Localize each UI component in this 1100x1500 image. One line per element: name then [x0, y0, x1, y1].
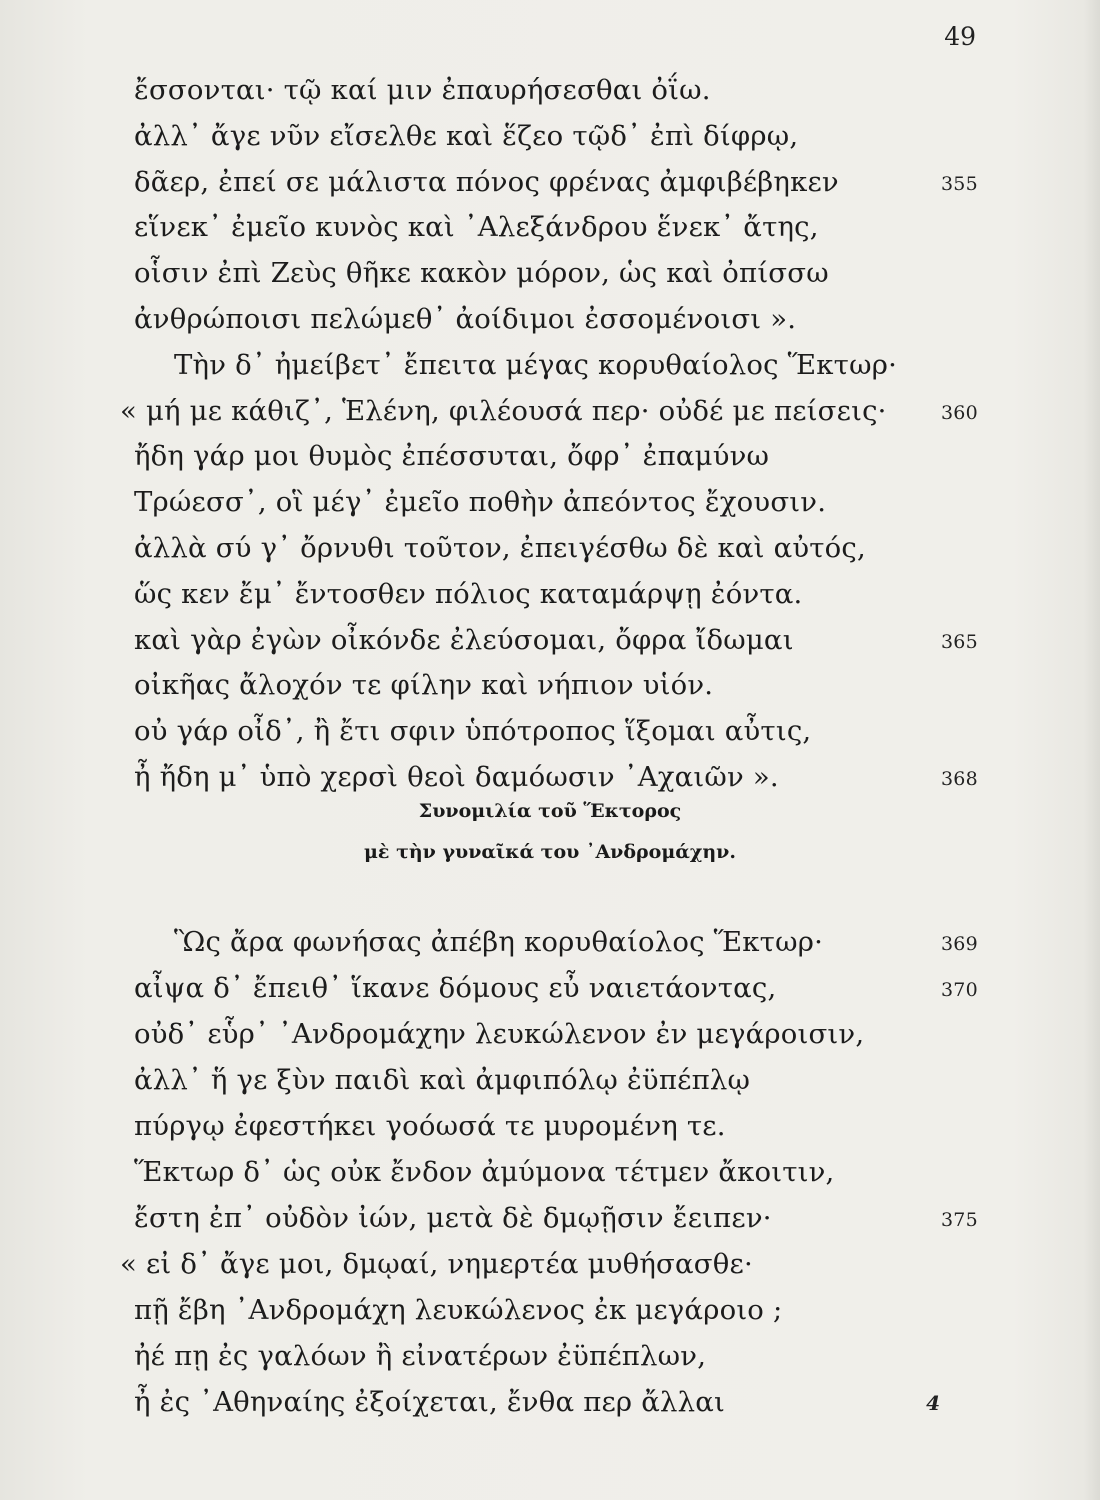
- line-number: 360: [941, 401, 978, 424]
- verse-line: [0, 68, 1100, 114]
- verse-text: ἠέ πῃ ἐς γαλόων ἢ εἰνατέρων ἐϋπέπλων,: [134, 1340, 707, 1372]
- verse-line: [0, 1011, 1100, 1057]
- verse-text: εἵνεκ᾽ ἐμεῖο κυνὸς καὶ ᾿Αλεξάνδρου ἕνεκ᾽ ἄτης,: [134, 211, 819, 244]
- verse-text: οὐδ᾽ εὗρ᾽ ᾿Ανδρομάχην λευκώλενον ἐν μεγάροισιν,: [134, 1018, 865, 1050]
- verse-text: « εἰ δ᾽ ἄγε μοι, δμῳαί, νημερτέα μυθήσασθε·: [120, 1248, 753, 1280]
- verse-line: [0, 919, 1100, 965]
- verse-text: ἀλλὰ σύ γ᾽ ὄρνυθι τοῦτον, ἐπειγέσθω δὲ καὶ αὐτός,: [134, 531, 866, 564]
- verse-text: ἀλλ᾽ ἄγε νῦν εἴσελθε καὶ ἕζεο τῷδ᾽ ἐπὶ δίφρῳ,: [134, 119, 799, 152]
- verse-text: « μή με κάθιζ᾽, Ἑλένη, φιλέουσά περ· οὐδέ με πείσεις·: [120, 394, 887, 427]
- verse-text: ἀλλ᾽ ἥ γε ξὺν παιδὶ καὶ ἀμφιπόλῳ ἐϋπέπλῳ: [134, 1064, 751, 1096]
- verse-line: [0, 160, 1100, 206]
- page-number: 49: [944, 22, 976, 51]
- verse-line: [0, 572, 1100, 618]
- verse-text: αἶψα δ᾽ ἔπειθ᾽ ἵκανε δόμους εὖ ναιετάοντας,: [134, 972, 777, 1004]
- line-number: 370: [941, 979, 978, 1001]
- line-number: 369: [941, 933, 978, 955]
- verse-line: [0, 1149, 1100, 1195]
- verse-text: Τὴν δ᾽ ἠμείβετ᾽ ἔπειτα μέγας κορυθαίολος Ἕκτωρ·: [174, 348, 898, 381]
- verse-text: δᾶερ, ἐπεί σε μάλιστα πόνος φρένας ἀμφιβέβηκεν: [134, 165, 839, 198]
- line-number: 355: [941, 172, 978, 195]
- verse-block-1: [0, 68, 1100, 801]
- verse-line: [0, 343, 1100, 389]
- verse-line: [0, 1195, 1100, 1241]
- verse-line: [0, 114, 1100, 160]
- verse-text: Ὣς ἄρα φωνήσας ἀπέβη κορυθαίολος Ἕκτωρ·: [174, 926, 824, 958]
- verse-text: ὥς κεν ἔμ᾽ ἔντοσθεν πόλιος καταμάρψῃ ἐόντα.: [134, 577, 803, 610]
- verse-text: Ἕκτωρ δ᾽ ὡς οὐκ ἔνδον ἀμύμονα τέτμεν ἄκοιτιν,: [134, 1156, 835, 1188]
- verse-text: πῇ ἔβη ᾿Ανδρομάχη λευκώλενος ἐκ μεγάροιο ;: [134, 1294, 783, 1326]
- section-heading-line-2: μὲ τὴν γυναῖκά του ᾿Ανδρομάχην.: [364, 841, 736, 863]
- verse-line: [0, 709, 1100, 755]
- verse-line: [0, 1333, 1100, 1379]
- signature-mark: 4: [926, 1391, 940, 1415]
- verse-line: [0, 618, 1100, 664]
- verse-line: [0, 755, 1100, 801]
- verse-text: Τρώεσσ᾽, οἳ μέγ᾽ ἐμεῖο ποθὴν ἀπεόντος ἔχουσιν.: [134, 486, 827, 519]
- verse-line: [0, 965, 1100, 1011]
- verse-block-2: [0, 919, 1100, 1425]
- line-number: 368: [941, 767, 978, 790]
- verse-text: ἔσσονται· τῷ καί μιν ἐπαυρήσεσθαι ὀΐω.: [134, 74, 711, 106]
- verse-text: ἀνθρώποισι πελώμεθ᾽ ἀοίδιμοι ἐσσομένοισι ».: [134, 302, 797, 335]
- verse-text: οἷσιν ἐπὶ Ζεὺς θῆκε κακὸν μόρον, ὡς καὶ ὀπίσσω: [134, 257, 829, 290]
- verse-text: ἔστη ἐπ᾽ οὐδὸν ἰών, μετὰ δὲ δμῳῇσιν ἔειπεν·: [134, 1202, 772, 1234]
- verse-text: ἦ ἤδη μ᾽ ὑπὸ χερσὶ θεοὶ δαμόωσιν ᾿Αχαιῶν ».: [134, 760, 779, 793]
- verse-text: οἰκῆας ἄλοχόν τε φίλην καὶ νήπιον υἱόν.: [134, 669, 714, 702]
- line-number: 365: [941, 630, 978, 653]
- verse-line: [0, 526, 1100, 572]
- verse-text: οὐ γάρ οἶδ᾽, ἢ ἔτι σφιν ὑπότροπος ἵξομαι αὖτις,: [134, 715, 812, 748]
- verse-text: πύργῳ ἐφεστήκει γοόωσά τε μυρομένη τε.: [134, 1110, 726, 1142]
- verse-line: [0, 1287, 1100, 1333]
- verse-line: [0, 389, 1100, 435]
- verse-line: [0, 1241, 1100, 1287]
- verse-text: καὶ γὰρ ἐγὼν οἶκόνδε ἐλεύσομαι, ὄφρα ἴδωμαι: [134, 623, 794, 656]
- verse-line: [0, 251, 1100, 297]
- verse-line: [0, 663, 1100, 709]
- verse-line: [0, 434, 1100, 480]
- line-number: 375: [941, 1209, 978, 1231]
- verse-text: ἤδη γάρ μοι θυμὸς ἐπέσσυται, ὄφρ᾽ ἐπαμύνω: [134, 440, 770, 473]
- verse-line: [0, 1103, 1100, 1149]
- page-edge-shadow: [1084, 0, 1100, 1500]
- verse-line: [0, 1057, 1100, 1103]
- verse-line: [0, 205, 1100, 251]
- verse-text: ἦ ἐς ᾿Αθηναίης ἐξοίχεται, ἔνθα περ ἄλλαι: [134, 1386, 726, 1418]
- verse-line: [0, 480, 1100, 526]
- section-heading-line-1: Συνομιλία τοῦ Ἕκτορος: [418, 800, 682, 822]
- verse-line: [0, 297, 1100, 343]
